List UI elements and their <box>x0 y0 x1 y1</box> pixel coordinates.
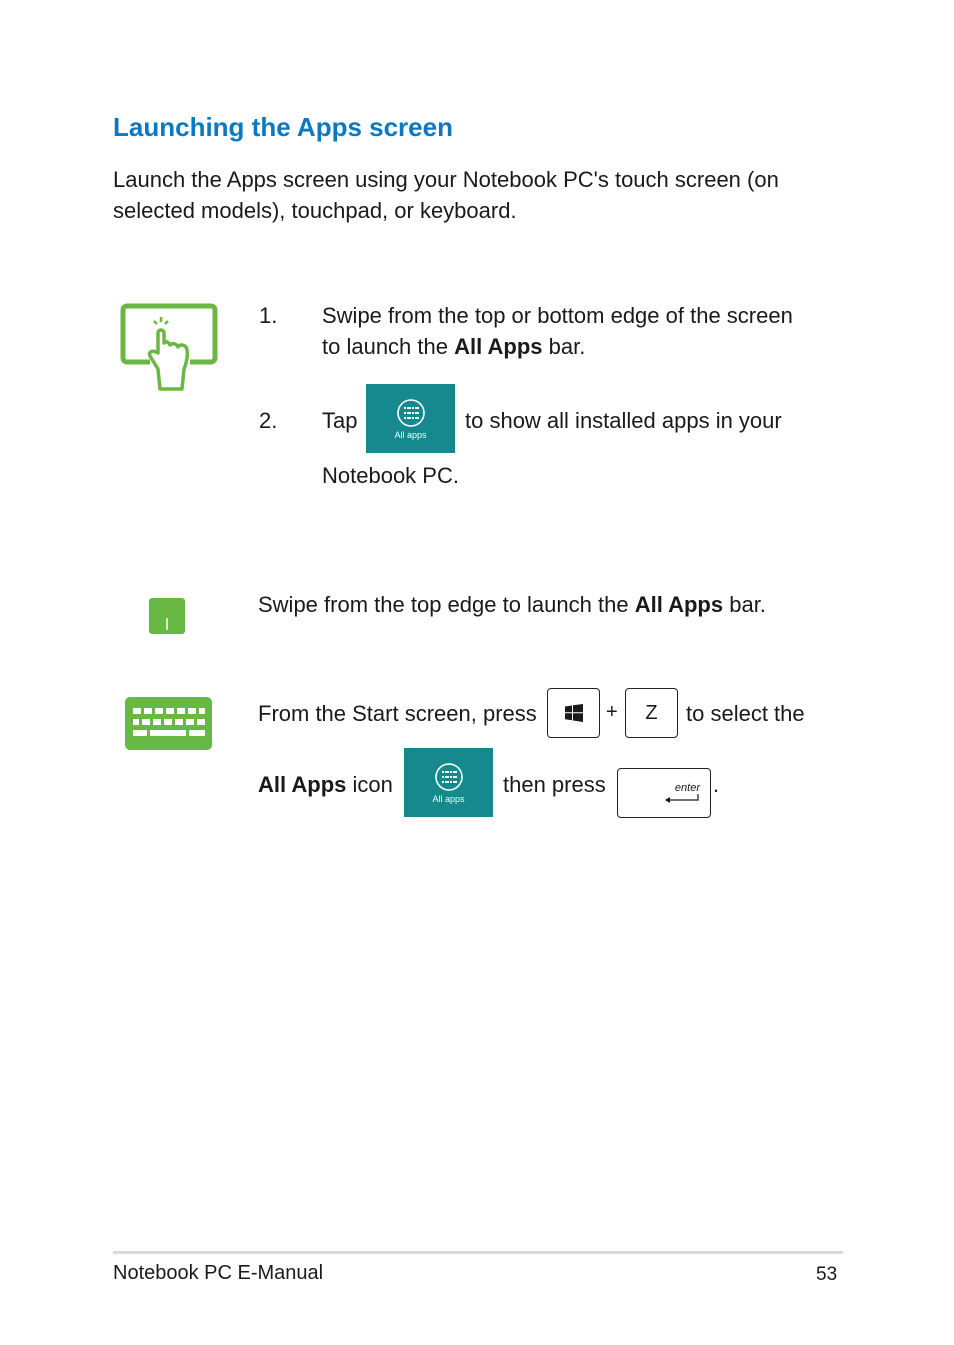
return-arrow-icon <box>664 794 700 804</box>
keyboard-instruction-end: to select the <box>686 701 805 726</box>
touchpad-icon <box>148 597 186 635</box>
step-2-after-text: to show all installed apps in your <box>465 408 782 433</box>
all-apps-caption: All apps <box>432 793 465 804</box>
step-1-number: 1. <box>259 303 278 328</box>
plus-sign: + <box>606 701 618 723</box>
enter-key-label: enter <box>674 782 700 794</box>
all-apps-list-icon <box>434 762 464 792</box>
then-press-text: then press <box>503 772 606 797</box>
enter-key <box>617 768 711 818</box>
all-apps-tile-2 <box>404 748 493 817</box>
all-apps-icon-label: All Apps icon <box>258 772 393 797</box>
page-number: 53 <box>816 1264 838 1285</box>
windows-key <box>547 688 600 738</box>
all-apps-tile <box>366 384 455 453</box>
all-apps-list-icon <box>396 398 426 428</box>
step-2-tap-label: Tap <box>322 408 358 433</box>
step-1-line-2: to launch the All Apps bar. <box>322 334 586 359</box>
touchscreen-gesture-icon <box>120 303 220 395</box>
footer-manual-title: Notebook PC E-Manual <box>113 1262 324 1284</box>
step-2-number: 2. <box>259 408 278 433</box>
step-1-line-1: Swipe from the top or bottom edge of the screen <box>322 303 793 328</box>
section-heading: Launching the Apps screen <box>113 112 453 142</box>
all-apps-caption: All apps <box>394 429 427 440</box>
period: . <box>713 772 720 797</box>
z-key: Z <box>625 688 678 738</box>
keyboard-icon <box>124 696 213 751</box>
touchpad-instruction: Swipe from the top edge to launch the All Apps bar. <box>258 592 766 617</box>
windows-logo-icon <box>564 704 584 722</box>
footer-rule <box>113 1251 843 1254</box>
intro-paragraph: Launch the Apps screen using your Notebook PC's touch screen (on selected models), touchpad, or keyboard. <box>113 167 779 223</box>
keyboard-instruction-start: From the Start screen, press <box>258 701 537 726</box>
step-2-line-2: Notebook PC. <box>322 463 459 488</box>
